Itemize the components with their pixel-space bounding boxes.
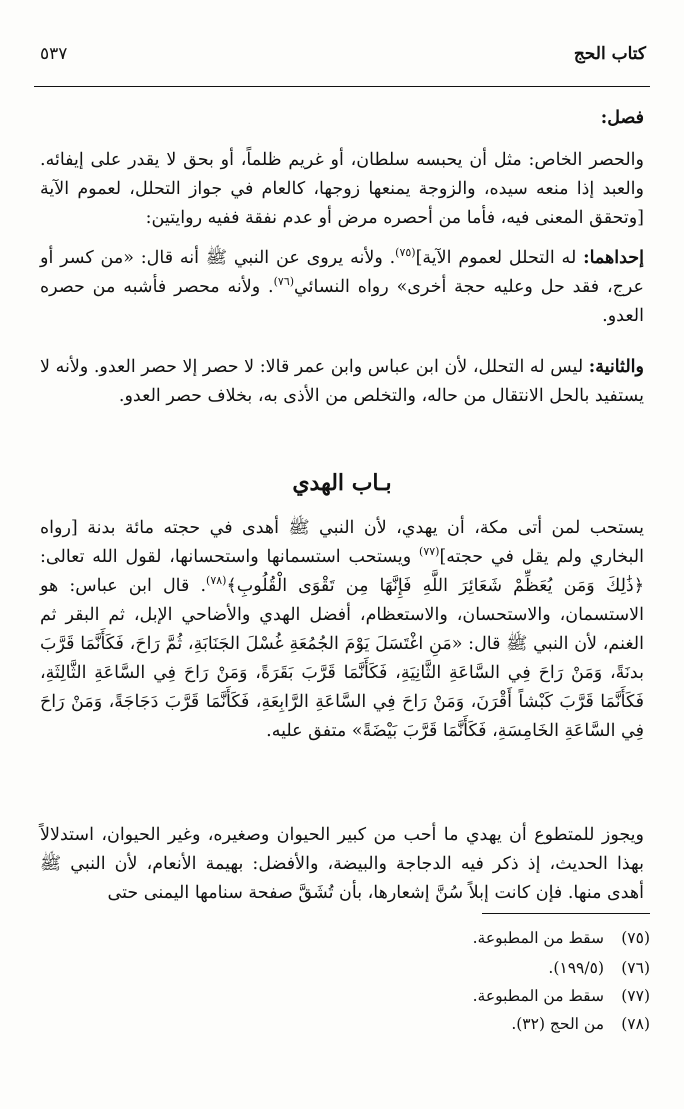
paragraph-second-narration (40, 353, 644, 411)
paragraph-first-narration (40, 244, 644, 331)
second-narration-label: والثانية: (588, 357, 644, 377)
footnote-text: من الحج (٣٢). (511, 1015, 604, 1033)
footnote-text: سقط من المطبوعة. (472, 929, 604, 947)
paragraph-hady-recommended (40, 514, 644, 746)
footnote-item (410, 1014, 650, 1034)
footnote-item (410, 986, 650, 1006)
footnote-ref-77[interactable]: (٧٧) (419, 545, 440, 559)
footnote-ref-76[interactable]: (٧٦) (273, 275, 295, 289)
chapter-title: بـاب الهدي (292, 470, 392, 496)
footnote-ref-78[interactable]: (٧٨) (206, 574, 227, 588)
section-heading-fasl (40, 104, 644, 133)
footnote-item (410, 928, 650, 948)
first-narration-text-c: . ولأنه محصر فأشبه من حصره العدو. (40, 277, 644, 326)
header-rule (34, 86, 650, 87)
hady-text-c: . قال ابن عباس: هو الاستسمان، والاستحسان، والاستعظام، أفضل الهدي والأضاحي الإبل، ثم البقر ثم الغنم، لأن النبي ﷺ قال: «مَنِ اغْتَسَلَ يَوْمَ الجُمُعَةِ غُسْلَ الجَنَابَةِ، ثُمَّ رَاحَ، فَكَأَنَّمَا قَرَّبَ بدنَةً، وَمَنْ رَاحَ فِي السَّاعَةِ الثَّانِيَةِ، فَكَأَنَّمَا قَرَّبَ بَقَرَةً، وَمَنْ رَاحَ فِي السَّاعَةِ الثَّالِثَةِ، فَكَأَنَّمَا قَرَّبَ كَبْشاً أَقْرَنَ، وَمَنْ رَاحَ فِي السَّاعَةِ الرَّابِعَةِ، فَكَأَنَّمَا قَرَّبَ دَجَاجَةً، وَمَنْ رَاحَ فِي السَّاعَةِ الخَامِسَةِ، فَكَأَنَّمَا قَرَّبَ بَيْضَةً» متفق عليه. (40, 576, 644, 741)
first-narration-text-b: . ولأنه يروى عن النبي ﷺ أنه قال: «من كسر أو عرج، فقد حل وعليه حجة أخرى» رواه النسائي (40, 248, 644, 297)
footnote-text: (١٩٩/٥). (548, 959, 604, 977)
running-head-title: كتاب الحج (573, 44, 646, 64)
footnote-number: (٧٥) (621, 929, 650, 947)
page-number: ٥٣٧ (40, 44, 68, 64)
second-narration-text: ليس له التحلل، لأن ابن عباس وابن عمر قالا: لا حصر إلا حصر العدو. ولأنه لا يستفيد بالحل الانتقال من حاله، والتخلص من الأذى به، بخلاف حصر العدو. (40, 357, 644, 406)
hady-text-a: يستحب لمن أتى مكة، أن يهدي، لأن النبي ﷺ أهدى في حجته مائة بدنة [رواه البخاري ولم يقل في حجته] (40, 518, 645, 567)
footnote-rule (482, 913, 650, 914)
first-narration-label: إحداهما: (583, 248, 644, 268)
first-narration-text-a: له التحلل لعموم الآية] (415, 248, 584, 268)
footnote-number: (٧٨) (621, 1015, 650, 1033)
hady-text-b: ويستحب استسمانها واستحسانها، لقول الله تعالى: ﴿ذَٰلِكَ وَمَن يُعَظِّمْ شَعَائِرَ اللَّهِ فَإِنَّهَا مِن تَقْوَى الْقُلُوبِ﴾ (40, 547, 644, 596)
footnote-item (410, 958, 650, 978)
footnote-text: سقط من المطبوعة. (472, 987, 604, 1005)
footnote-ref-75[interactable]: (٧٥) (395, 246, 416, 260)
footnote-number: (٧٧) (621, 987, 650, 1005)
footnote-number: (٧٦) (621, 959, 650, 977)
paragraph-voluntary-hady: ويجوز للمتطوع أن يهدي ما أحب من كبير الحيوان وصغيره، وغير الحيوان، استدلالاً بهذا الحديث، إذ ذكر فيه الدجاجة والبيضة، والأفضل: بهيمة الأنعام، لأن النبي ﷺ أهدى منها. فإن كانت إبلاً سُنَّ إشعارها، بأن تُشَقَّ صفحة سنامها اليمنى حتى (40, 825, 644, 903)
paragraph-hasr: والحصر الخاص: مثل أن يحبسه سلطان، أو غريم ظلماً، أو بحق لا يقدر على إيفائه. والعبد إذا منعه سيده، والزوجة يمنعها زوجها، كالعام في جواز التحلل، لعموم الآية [وتحقق المعنى فيه، فأما من أحصره مرض أو عدم نفقة ففيه روايتين: (40, 150, 644, 228)
fasl-label: فصل: (600, 108, 644, 128)
